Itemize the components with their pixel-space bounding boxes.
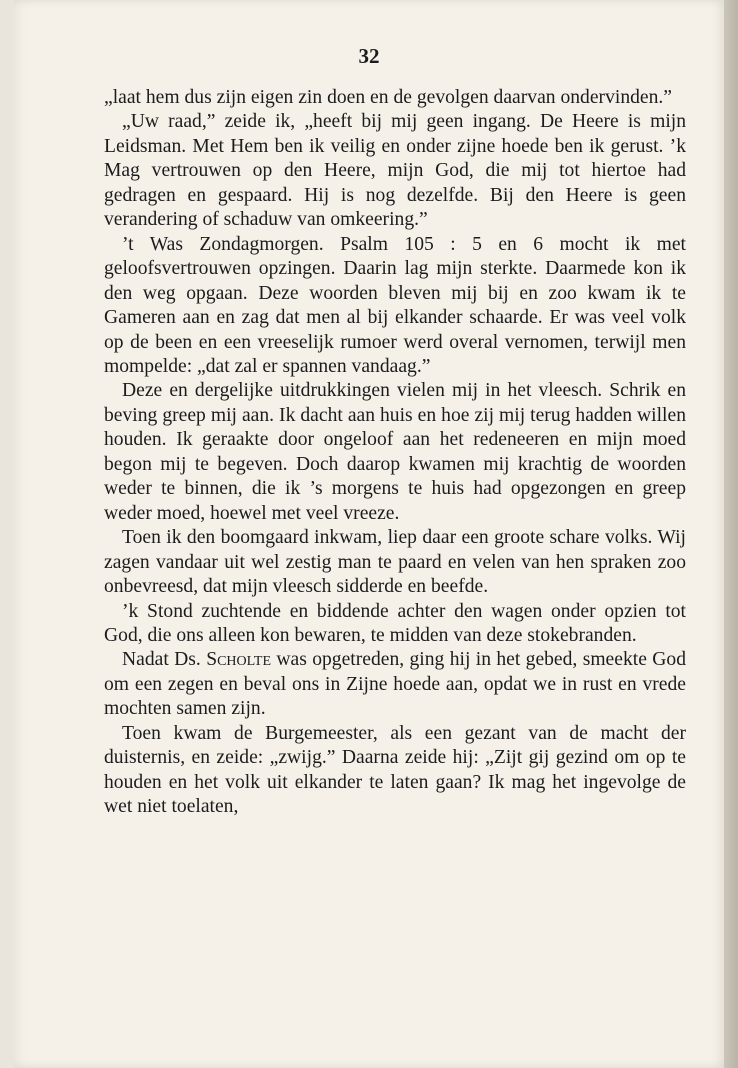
paragraph-2: „Uw raad,” zeide ik, „heeft bij mij geen ingang. De Heere is mijn Leidsman. Met Hem ben ik veilig en onder zijne hoede ben ik gerust. ’k Mag vertrouwen op den Heere, mijn God, die mij tot hiertoe had gedragen en gespaard. Hij is nog dezelfde. Bij den Heere is geen verandering of schaduw van omkeering.” <box>104 111 686 231</box>
page-edge <box>724 0 738 1068</box>
person-name: Scholte <box>206 649 272 671</box>
paragraph-5: Toen ik den boomgaard inkwam, liep daar een groote schare volks. Wij zagen vandaar uit wel zestig man te paard en velen van hen spraken zoo onbevreesd, dat mijn vleesch sidderde en beefde. <box>104 527 686 598</box>
paragraph-4: Deze en dergelijke uitdrukkingen vielen mij in het vleesch. Schrik en beving greep mij aan. Ik dacht aan huis en hoe zij mij terug hadden willen houden. Ik geraakte door ongeloof aan het redeneeren en mijn moed begon mij te begeven. Doch daarop kwamen mij krachtig de woorden weder te binnen, die ik ’s morgens te huis had opgezongen en greep weder moed, hoewel met veel vreeze. <box>104 380 686 524</box>
body-text <box>104 86 686 820</box>
paragraph-8: Toen kwam de Burgemeester, als een gezant van de macht der duisternis, en zeide: „zwijg.” Daarna zeide hij: „Zijt gij gezind om op te houden en het volk uit elkander te laten gaan? Ik mag het ingevolge de wet niet toelaten, <box>104 722 686 818</box>
paragraph-3: ’t Was Zondagmorgen. Psalm 105 : 5 en 6 mocht ik met geloofsvertrouwen opzingen. Daarin lag mijn sterkte. Daarmede kon ik den weg opgaan. Deze woorden bleven mij bij en zoo kwam ik te Gameren aan en zag dat men al bij elkander schaarde. Er was veel volk op de been en een vreeselijk rumoer werd overal vernomen, terwijl men mompelde: „dat zal er spannen vandaag.” <box>104 233 686 377</box>
paragraph-6: ’k Stond zuchtende en biddende achter den wagen onder opzien tot God, die ons alleen kon bewaren, te midden van deze stokebranden. <box>104 600 686 646</box>
paragraph-7-start: Nadat Ds. <box>122 649 207 671</box>
paragraph-1: „laat hem dus zijn eigen zin doen en de gevolgen daarvan ondervinden.” <box>104 87 672 108</box>
paragraph-7 <box>104 648 686 721</box>
page-number: 32 <box>358 44 380 68</box>
paragraph-7-end: was opgetreden, ging hij in het gebed, smeekte God om een zegen en beval ons in Zijne hoede aan, opdat we in rust en vrede mochten samen zijn. <box>104 649 686 720</box>
